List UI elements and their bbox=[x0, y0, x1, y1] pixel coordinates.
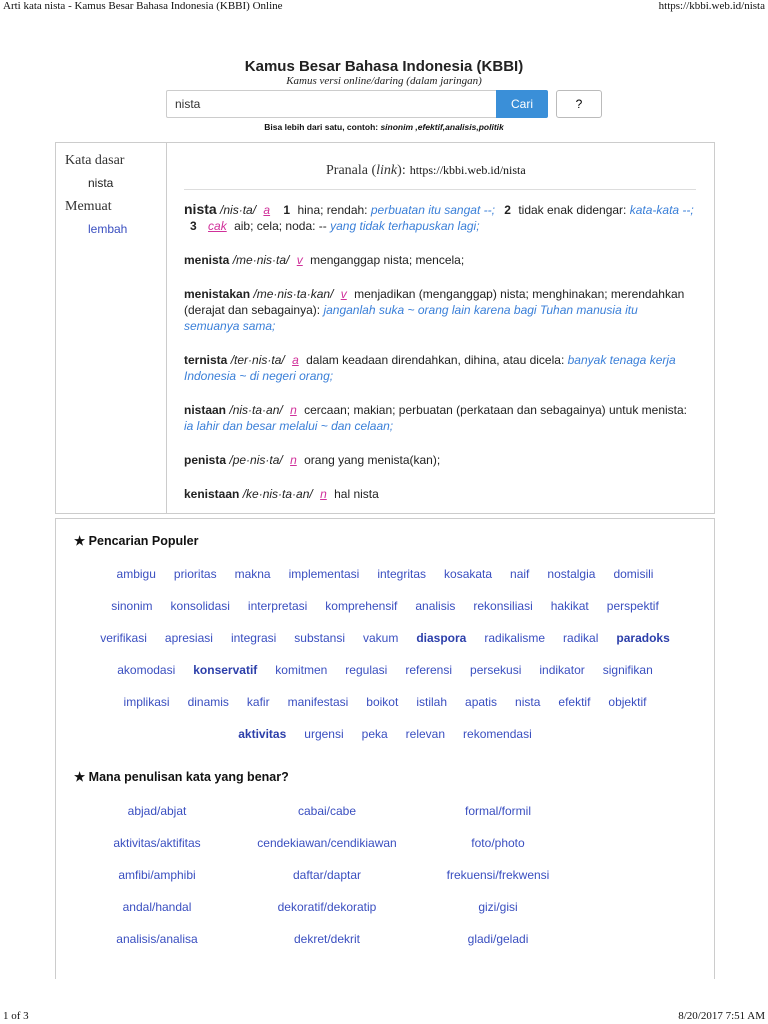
sense-number: 1 bbox=[283, 203, 291, 217]
memuat-label: Memuat bbox=[65, 199, 112, 214]
word-class[interactable]: a bbox=[263, 203, 271, 217]
popular-keyword-link[interactable]: boikot bbox=[366, 695, 399, 709]
popular-keyword-link[interactable]: radikalisme bbox=[484, 631, 546, 645]
popular-keyword-link[interactable]: nostalgia bbox=[547, 567, 596, 581]
definition: hal nista bbox=[334, 487, 379, 501]
definition: hina; rendah: bbox=[297, 203, 368, 217]
search-button[interactable]: Cari bbox=[496, 90, 548, 118]
word-class[interactable]: n bbox=[290, 453, 297, 467]
entry-kenistaan bbox=[184, 486, 696, 502]
spelling-link[interactable]: amfibi/amphibi bbox=[118, 868, 196, 882]
popular-title: ★ Pencarian Populer bbox=[74, 534, 199, 548]
definition: dalam keadaan direndahkan, dihina, atau dicela: bbox=[306, 353, 565, 367]
definition: cercaan; makian; perbuatan (perkataan dan sebagainya) untuk menista: bbox=[304, 403, 687, 417]
entry-menista bbox=[184, 252, 696, 268]
pranala-label-italic: link bbox=[376, 163, 398, 178]
headword: menistakan bbox=[184, 287, 251, 301]
word-class[interactable]: v bbox=[340, 287, 347, 301]
popular-keyword-link[interactable]: ambigu bbox=[116, 567, 156, 581]
entry-penista bbox=[184, 452, 696, 468]
example: janganlah suka ~ orang lain karena bagi Tuhan manusia itu semuanya sama; bbox=[184, 303, 638, 333]
syllables: /me·nis·ta/ bbox=[232, 253, 290, 267]
spelling-link[interactable]: analisis/analisa bbox=[116, 932, 198, 946]
page-count: 1 of 3 bbox=[3, 1010, 29, 1022]
popular-keyword-link[interactable]: komprehensif bbox=[325, 599, 398, 613]
popular-row bbox=[56, 631, 714, 645]
popular-panel bbox=[55, 518, 715, 979]
spelling-link[interactable]: foto/photo bbox=[471, 836, 525, 850]
search-bar bbox=[166, 90, 602, 118]
popular-keyword-link[interactable]: rekomendasi bbox=[463, 727, 532, 741]
popular-row bbox=[56, 663, 714, 677]
popular-keyword-link[interactable]: relevan bbox=[405, 727, 446, 741]
result-panel bbox=[55, 142, 715, 514]
popular-keyword-link[interactable]: persekusi bbox=[470, 663, 522, 677]
popular-keyword-link[interactable]: konservatif bbox=[193, 663, 258, 677]
popular-keyword-link[interactable]: implikasi bbox=[123, 695, 170, 709]
search-hint-prefix: Bisa lebih dari satu, contoh: bbox=[264, 122, 381, 132]
example: kata-kata --; bbox=[629, 203, 694, 217]
pranala bbox=[326, 163, 526, 179]
popular-keyword-link[interactable]: kafir bbox=[246, 695, 270, 709]
popular-keyword-link[interactable]: rekonsiliasi bbox=[473, 599, 533, 613]
syllables: /ter·nis·ta/ bbox=[230, 353, 285, 367]
popular-row bbox=[56, 567, 714, 581]
example: ia lahir dan besar melalui ~ dan celaan; bbox=[184, 419, 394, 433]
popular-keyword-link[interactable]: efektif bbox=[558, 695, 591, 709]
word-class[interactable]: v bbox=[296, 253, 303, 267]
spelling-link[interactable]: dekret/dekrit bbox=[293, 932, 361, 946]
definition: aib; cela; noda: -- bbox=[234, 219, 327, 233]
spelling-link[interactable]: formal/formil bbox=[464, 804, 531, 818]
definition: tidak enak didengar: bbox=[518, 203, 627, 217]
search-input[interactable] bbox=[166, 90, 505, 118]
spelling-link[interactable]: aktivitas/aktifitas bbox=[113, 836, 201, 850]
headword: nista bbox=[184, 201, 217, 217]
entry-nistaan bbox=[184, 402, 696, 434]
syllables: /pe·nis·ta/ bbox=[229, 453, 283, 467]
popular-keyword-link[interactable]: referensi bbox=[405, 663, 453, 677]
spelling-column bbox=[72, 804, 242, 964]
popular-keyword-link[interactable]: signifikan bbox=[602, 663, 653, 677]
site-title: Kamus Besar Bahasa Indonesia (KBBI) bbox=[244, 58, 524, 75]
print-footer bbox=[0, 1008, 768, 1024]
syllables: /nis·ta·an/ bbox=[229, 403, 283, 417]
headword: kenistaan bbox=[184, 487, 240, 501]
word-class[interactable]: n bbox=[290, 403, 297, 417]
entry-ternista bbox=[184, 352, 696, 384]
kata-dasar-label: Kata dasar bbox=[65, 153, 125, 168]
definition-list bbox=[184, 201, 696, 520]
popular-keyword-link[interactable]: verifikasi bbox=[100, 631, 147, 645]
headword: ternista bbox=[184, 353, 228, 367]
pranala-url[interactable]: https://kbbi.web.id/nista bbox=[409, 163, 526, 177]
popular-keyword-link[interactable]: hakikat bbox=[550, 599, 589, 613]
definition: menganggap nista; mencela; bbox=[310, 253, 465, 267]
kata-dasar-value: nista bbox=[88, 176, 114, 190]
popular-keyword-link[interactable]: makna bbox=[234, 567, 271, 581]
popular-keyword-link[interactable]: nista bbox=[515, 695, 541, 709]
search-hint-example: sinonim ,efektif,analisis,politik bbox=[380, 122, 504, 132]
example: yang tidak terhapuskan lagi; bbox=[330, 219, 480, 233]
popular-keyword-link[interactable]: paradoks bbox=[616, 631, 670, 645]
popular-keyword-link[interactable]: komitmen bbox=[275, 663, 328, 677]
headword: penista bbox=[184, 453, 227, 467]
popular-keyword-link[interactable]: peka bbox=[361, 727, 388, 741]
sense-number: 2 bbox=[504, 203, 511, 217]
spelling-title: ★ Mana penulisan kata yang benar? bbox=[74, 770, 289, 784]
popular-keyword-link[interactable]: sinonim bbox=[111, 599, 153, 613]
word-class[interactable]: n bbox=[320, 487, 327, 501]
popular-keyword-link[interactable]: substansi bbox=[294, 631, 345, 645]
pranala-label-end: ): bbox=[397, 163, 406, 178]
popular-row bbox=[56, 727, 714, 741]
popular-keyword-link[interactable]: vakum bbox=[363, 631, 399, 645]
sense-number: 3 bbox=[190, 219, 197, 233]
spelling-link[interactable]: gladi/geladi bbox=[467, 932, 529, 946]
popular-keyword-link[interactable]: apatis bbox=[465, 695, 498, 709]
word-class[interactable]: cak bbox=[208, 219, 227, 233]
memuat-link[interactable]: lembah bbox=[88, 222, 128, 236]
popular-keyword-link[interactable]: konsolidasi bbox=[170, 599, 230, 613]
divider bbox=[184, 189, 696, 190]
spelling-column bbox=[242, 804, 412, 964]
popular-keyword-link[interactable]: perspektif bbox=[606, 599, 659, 613]
print-header bbox=[0, 0, 768, 14]
popular-keyword-link[interactable]: indikator bbox=[539, 663, 585, 677]
syllables: /ke·nis·ta·an/ bbox=[242, 487, 313, 501]
popular-keyword-link[interactable]: prioritas bbox=[173, 567, 217, 581]
popular-keyword-link[interactable]: integrasi bbox=[230, 631, 277, 645]
popular-keyword-link[interactable]: apresiasi bbox=[164, 631, 213, 645]
popular-keyword-link[interactable]: kosakata bbox=[444, 567, 493, 581]
popular-keyword-link[interactable]: dinamis bbox=[187, 695, 229, 709]
site-subtitle: Kamus versi online/daring (dalam jaringan) bbox=[286, 75, 482, 87]
popular-keyword-link[interactable]: radikal bbox=[563, 631, 599, 645]
print-page-url: https://kbbi.web.id/nista bbox=[658, 0, 765, 12]
spelling-link[interactable]: daftar/daptar bbox=[292, 868, 362, 882]
popular-keyword-link[interactable]: objektif bbox=[608, 695, 647, 709]
popular-keyword-link[interactable]: istilah bbox=[416, 695, 448, 709]
sidebar bbox=[56, 143, 167, 513]
print-page-title: Arti kata nista - Kamus Besar Bahasa Indonesia (KBBI) Online bbox=[3, 0, 283, 12]
search-hint bbox=[0, 122, 768, 132]
example: perbuatan itu sangat --; bbox=[370, 203, 495, 217]
pranala-label: Pranala ( bbox=[326, 163, 377, 178]
syllables: /nis·ta/ bbox=[220, 203, 257, 217]
spelling-link[interactable]: andal/handal bbox=[122, 900, 192, 914]
spelling-link[interactable]: gizi/gisi bbox=[478, 900, 518, 914]
popular-keyword-link[interactable]: manifestasi bbox=[287, 695, 349, 709]
spelling-link[interactable]: cendekiawan/cendikiawan bbox=[257, 836, 397, 850]
popular-keyword-link[interactable]: analisis bbox=[415, 599, 456, 613]
syllables: /me·nis·ta·kan/ bbox=[253, 287, 334, 301]
help-button[interactable]: ? bbox=[556, 90, 602, 118]
print-timestamp: 8/20/2017 7:51 AM bbox=[678, 1010, 765, 1022]
popular-keyword-link[interactable]: integritas bbox=[377, 567, 427, 581]
entry-menistakan bbox=[184, 286, 696, 334]
spelling-link[interactable]: cabai/cabe bbox=[297, 804, 357, 818]
popular-keyword-link[interactable]: domisili bbox=[613, 567, 654, 581]
popular-keyword-link[interactable]: interpretasi bbox=[247, 599, 308, 613]
spelling-link[interactable]: abjad/abjat bbox=[127, 804, 187, 818]
popular-keyword-link[interactable]: urgensi bbox=[304, 727, 344, 741]
popular-keyword-link[interactable]: aktivitas bbox=[238, 727, 287, 741]
definition: orang yang menista(kan); bbox=[304, 453, 441, 467]
popular-keyword-link[interactable]: naif bbox=[510, 567, 530, 581]
popular-keyword-link[interactable]: diaspora bbox=[416, 631, 467, 645]
word-class[interactable]: a bbox=[292, 353, 299, 367]
definition: menjadikan (menganggap) nista; menghinakan; merendahkan (derajat dan sebagainya): bbox=[184, 287, 685, 317]
spelling-column bbox=[413, 804, 583, 964]
popular-row bbox=[56, 695, 714, 709]
popular-keyword-link[interactable]: implementasi bbox=[288, 567, 360, 581]
headword: menista bbox=[184, 253, 230, 267]
headword: nistaan bbox=[184, 403, 227, 417]
entry-nista bbox=[184, 201, 696, 234]
popular-keyword-link[interactable]: akomodasi bbox=[117, 663, 176, 677]
spelling-link[interactable]: frekuensi/frekwensi bbox=[446, 868, 550, 882]
example: banyak tenaga kerja Indonesia ~ di negeri orang; bbox=[184, 353, 676, 383]
popular-keyword-link[interactable]: regulasi bbox=[345, 663, 388, 677]
spelling-link[interactable]: dekoratif/dekoratip bbox=[277, 900, 377, 914]
popular-row bbox=[56, 599, 714, 613]
